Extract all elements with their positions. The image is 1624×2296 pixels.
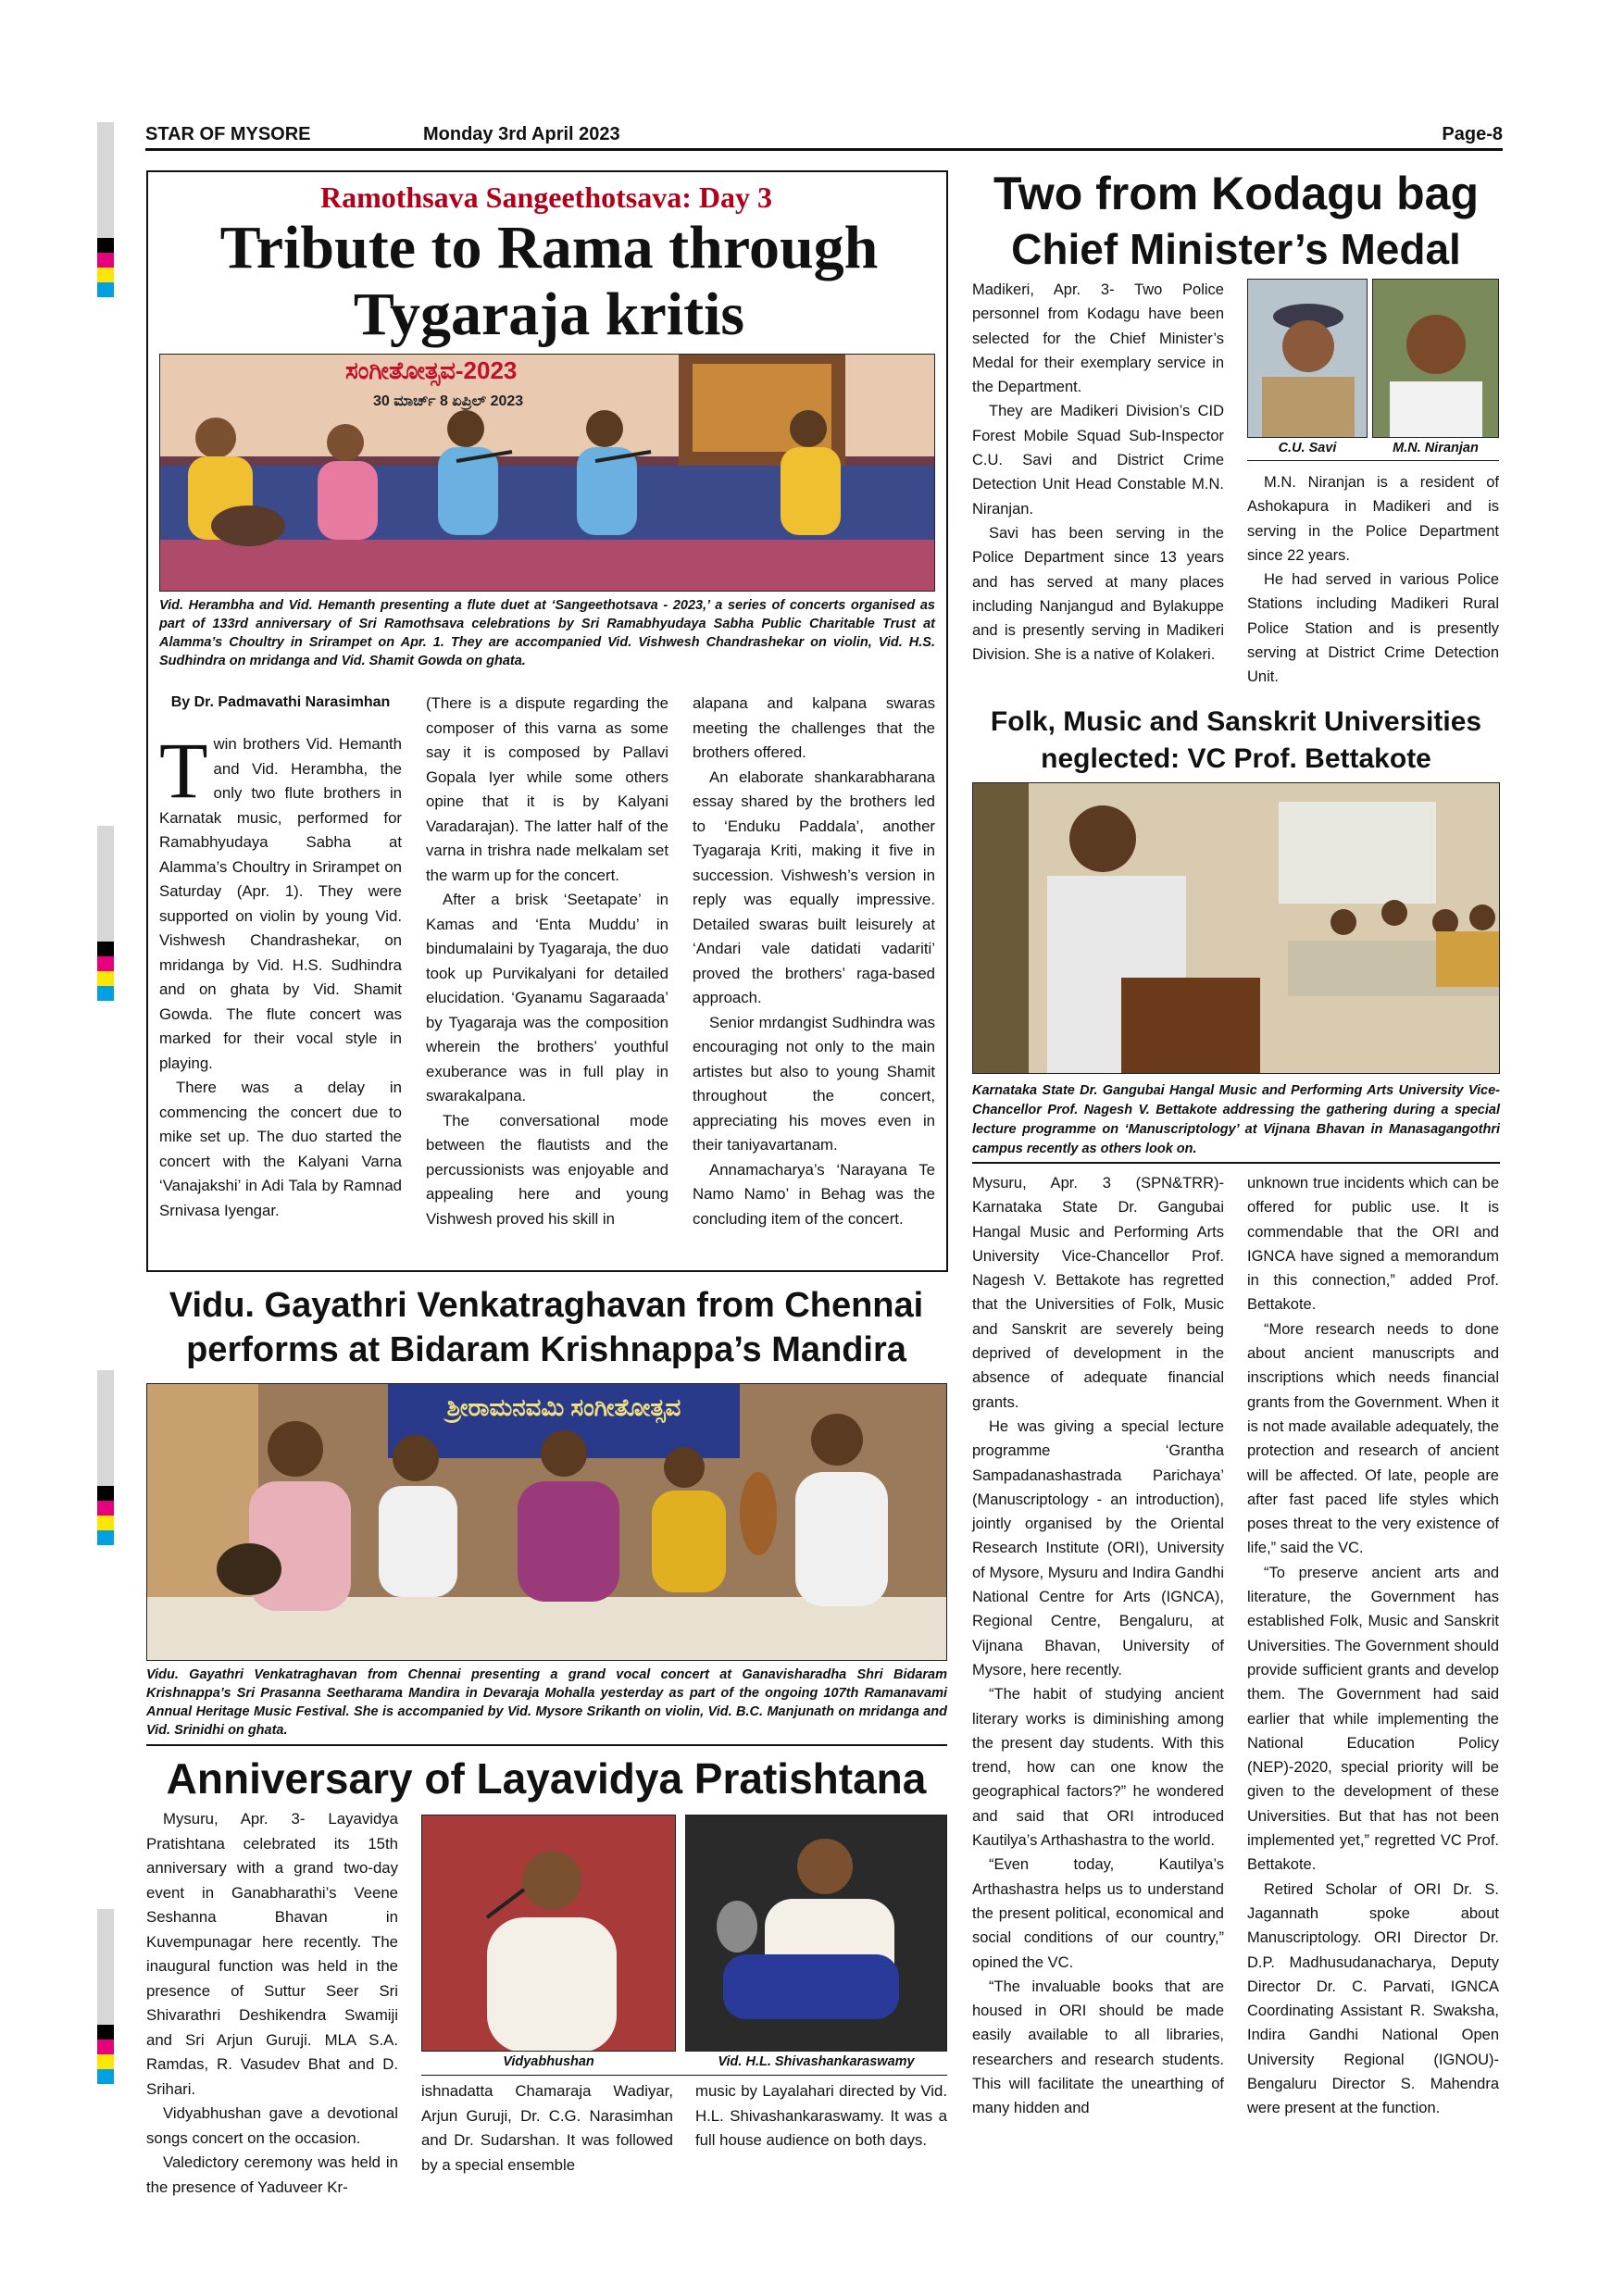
photo-flute-duet — [159, 354, 935, 592]
headline-line2: Tygaraja kritis — [353, 281, 745, 348]
folk-col2 — [1247, 1171, 1499, 2121]
a1-c3-p3: Annamacharya’s ‘Narayana Te Namo Namo’ in Behag was the concluding item of the concert. — [693, 1160, 935, 1228]
article1-col2 — [426, 692, 668, 1231]
a3-c2-p3: Retired Scholar of ORI Dr. S. Jagannath spoke about Manuscriptology. ORI Director Dr. D.P. Madhusudanacharya, Deputy Director Dr. C. Parvati, IGNCA Coordinating Assistant R. Swaksha, Indira Gandhi National Open University Regional (IGNOU)-Bengaluru Director S. Mahendra were present at the function. — [1247, 1880, 1499, 2117]
label-mn-niranjan: M.N. Niranjan — [1393, 441, 1479, 455]
kodagu-col1 — [972, 278, 1224, 668]
caption-rule — [146, 1744, 947, 1746]
a2-c2-p0: M.N. Niranjan is a resident of Ashokapura in Madikeri and is serving in the Police Department since 22 years. — [1247, 474, 1499, 564]
black-swatch — [97, 238, 114, 253]
headline-gayathri-1: Vidu. Gayathri Venkatraghavan from Chennai — [169, 1286, 924, 1325]
vocal-concert-illustration — [147, 1384, 947, 1661]
paper-name: STAR OF MYSORE — [145, 124, 311, 144]
magenta-swatch — [97, 1501, 114, 1516]
a1-c1-p0: win brothers Vid. Hemanth and Vid. Herambha, the only two flute brothers in Karnatak music, performed for Ramabhyudaya Sabha at Alamma’s Choultry in Srirampet on Saturday (Apr. 1). They were supported on violin by young Vid. Vishwesh Chandrashekar, on mridanga by Vid. H.S. Sudhindra and on ghata by Vid. Shamit Gowda. The flute concert was marked for their vocal style in playing. — [159, 735, 402, 1072]
yellow-swatch — [97, 268, 114, 282]
headline-gayathri-2: performs at Bidaram Krishnappa’s Mandira — [186, 1330, 906, 1369]
photo-vocal-concert — [146, 1383, 947, 1661]
headline-kodagu-1: Two from Kodagu bag — [993, 168, 1480, 219]
a2-c2-p1: He had served in various Police Stations including Madikeri Rural Police Station and is presently serving at District Crime Detection Unit. — [1247, 571, 1499, 686]
kodagu-col2 — [1247, 470, 1499, 690]
a1-c2-p0: (There is a dispute regarding the composer of this varna as some say it is composed by Pallavi Gopala Iyer while some others opine that it is by Kalyani Varadarajan). The latter half of the varna in trishra nade melkalam set the warm up for the concert. — [426, 694, 668, 884]
percussionist-illustration — [686, 1816, 947, 2052]
magenta-swatch — [97, 2040, 114, 2054]
byline: By Dr. Padmavathi Narasimhan — [170, 694, 391, 710]
black-swatch — [97, 1486, 114, 1501]
a1-c2-p2: The conversational mode between the flautists and the percussionists was enjoyable and appealing here and young Vishwesh proved his skill in — [426, 1111, 668, 1228]
headline-folk-2: neglected: VC Prof. Bettakote — [1041, 743, 1431, 774]
banner-date: 30 ಮಾರ್ಚ್ 8 ಏಪ್ರಿಲ್ 2023 — [373, 393, 524, 409]
a2-c1-p2: Savi has been serving in the Police Department since 13 years and has served at many places including Nanjangud and Bylakuppe and is presently serving in Madikeri Division. She is a native of Kolakeri. — [972, 524, 1224, 664]
a3-c2-p2: “To preserve ancient arts and literature, the Government has established Folk, Music and Sanskrit Universities. The Government should provide sufficient grants and develop them. The Government had said earlier that while implementing the National Education Policy (NEP)-2020, special priority will be given to the development of these Universities. But that has not been implemented yet,” regretted VC Prof. Bettakote. — [1247, 1564, 1499, 1874]
caption-rule — [972, 1162, 1500, 1164]
a3-c1-p0: Mysuru, Apr. 3 (SPN&TRR)- Karnataka State Dr. Gangubai Hangal Music and Performing Arts University Vice-Chancellor Prof. Nagesh V. Bettakote has regretted that the Universities of Folk, Music and Sanskrit are severely being deprived of development in the absence of adequate financial grants. — [972, 1175, 1224, 1411]
photo-shivashankaraswamy — [685, 1815, 947, 2052]
caption-lecture: Karnataka State Dr. Gangubai Hangal Music and Performing Arts University Vice-Chancellor Prof. Nagesh V. Bettakote addressing the gathering during a special lecture programme on ‘Manuscriptology’ at Vijnana Bhavan in Manasagangothri campus recently as others look on. — [972, 1083, 1500, 1156]
folk-col1 — [972, 1171, 1224, 2121]
a3-c1-p4: “The invaluable books that are housed in ORI should be made easily available to all libraries, researchers and research students. This will facilitate the unearthing of many hidden and — [972, 1978, 1224, 2117]
headline-kodagu-2: Chief Minister’s Medal — [1011, 225, 1461, 273]
photo-lecture — [972, 782, 1500, 1074]
officer-portrait — [1373, 280, 1499, 438]
issue-date: Monday 3rd April 2023 — [423, 124, 620, 144]
a1-c2-p1: After a brisk ‘Seetapate’ in Kamas and ‘Enta Muddu’ in bindumalaini by Tyagaraja, the duo took up Purvikalyani for detailed elucidation. ‘Gyanamu Sagaraada’ by Tyagaraja was the composition wherein the brothers’ youthful exuberance was in full play in swarakalpana. — [426, 891, 668, 1104]
gray-bar — [97, 1909, 114, 2025]
caption-rule — [1247, 460, 1499, 461]
black-swatch — [97, 2025, 114, 2040]
layavidya-col1 — [146, 1807, 398, 2200]
cyan-swatch — [97, 282, 114, 297]
a3-c1-p2: “The habit of studying ancient literary works is diminishing among the present day students. With this trend, how can one know the geographical factors?” he wondered and said that ORI introduced Kautilya’s Arthashastra to the world. — [972, 1686, 1224, 1850]
caption-vocal-concert: Vidu. Gayathri Venkatraghavan from Chennai presenting a grand vocal concert at Ganavisharadha Shri Bidaram Krishnappa’s Sri Prasanna Seetharama Mandira in Devaraja Mohalla yesterday as part of the ongoing 107th Ramanavami Annual Heritage Music Festival. She is accompanied by Vid. Mysore Srikanth on violin, Vid. B.C. Manjunath on mridanga and Vid. Srinidhi on ghata. — [146, 1667, 947, 1738]
a2-c1-p1: They are Madikeri Division’s CID Forest Mobile Squad Sub-Inspector C.U. Savi and District Crime Detection Unit Head Constable M.N. Niranjan. — [972, 403, 1224, 518]
a3-c1-p1: He was giving a special lecture programme ‘Grantha Sampadanashastrada Parichaya’ (Manuscriptology - an introduction), jointly organised by the Oriental Research Institute (ORI), University of Mysore, Mysuru and Indira Gandhi National Centre for Arts (IGNCA), Regional Centre, Bengaluru, at Vijnana Bhavan, University of Mysore, here recently. — [972, 1417, 1224, 1678]
cyan-swatch — [97, 2069, 114, 2084]
label-vidyabhushan: Vidyabhushan — [503, 2054, 594, 2069]
yellow-swatch — [97, 2054, 114, 2069]
a5-c3-p0: music by Layalahari directed by Vid. H.L. Shivashankaraswamy. It was a full house audience on both days. — [695, 2082, 947, 2149]
photo-mn-niranjan — [1372, 279, 1499, 438]
a3-c2-p1: “More research needs to done about ancient manuscripts and inscriptions which needs financial grants from the Government. When it is not made available adequately, the protection and research of ancient will be affected. Of late, people are after fast paced life styles which poses threat to the very existence of life,” said the VC. — [1247, 1320, 1499, 1557]
magenta-swatch — [97, 253, 114, 268]
banner-text: ಸಂಗೀತೋತ್ಸವ-2023 — [345, 356, 518, 384]
layavidya-col3 — [695, 2079, 947, 2153]
photo-vidyabhushan — [421, 1815, 676, 2052]
kicker: Ramothsava Sangeethotsava: Day 3 — [320, 181, 772, 214]
black-swatch — [97, 942, 114, 956]
yellow-swatch — [97, 1516, 114, 1530]
a1-c3-p1: An elaborate shankarabharana essay shared by the brothers led to ‘Enduku Paddala’, another Tyagaraja Kriti, making it five in succession. Vishwesh’s version in reply was equally impressive. Detailed swaras built leisurely at ‘Andari vale datidati vadariti’ proved the brothers’ raga-based approach. — [693, 767, 935, 1006]
gray-bar — [97, 826, 114, 942]
magenta-swatch — [97, 956, 114, 971]
lecture-illustration — [973, 783, 1500, 1074]
layavidya-col2 — [421, 2079, 673, 2177]
article1-col1 — [159, 692, 402, 1223]
a1-c3-p2: Senior mrdangist Sudhindra was encouraging not only to the main artistes but also to young Shamit throughout the concert, appreciating his moves even in their taniyavartanam. — [693, 1013, 935, 1154]
a5-c1-p2: Valedictory ceremony was held in the presence of Yaduveer Kr- — [146, 2153, 398, 2196]
article1-col3 — [693, 692, 935, 1231]
a5-c1-p1: Vidyabhushan gave a devotional songs concert on the occasion. — [146, 2104, 398, 2147]
cyan-swatch — [97, 986, 114, 1001]
page-number: Page-8 — [1442, 124, 1503, 144]
photo-cu-savi — [1247, 279, 1368, 438]
gray-bar — [97, 1370, 114, 1486]
a5-c2-p0: ishnadatta Chamaraja Wadiyar, Arjun Guruji, Dr. C.G. Narasimhan and Dr. Sudarshan. It was followed by a special ensemble — [421, 2082, 673, 2174]
label-shivashankaraswamy: Vid. H.L. Shivashankaraswamy — [718, 2054, 915, 2069]
label-cu-savi: C.U. Savi — [1278, 441, 1337, 455]
a2-c1-p0: Madikeri, Apr. 3- Two Police personnel from Kodagu have been selected for the Chief Minister’s Medal for their exemplary service in the Department. — [972, 281, 1224, 396]
a3-c2-p0: unknown true incidents which can be offered for public use. It is commendable that the ORI and IGNCA have signed a memorandum in this connection,” added Prof. Bettakote. — [1247, 1175, 1499, 1314]
header-rule — [145, 148, 1503, 151]
a3-c1-p3: “Even today, Kautilya’s Arthashastra helps us to understand the present political, economical and social conditions of our country,” opined the VC. — [972, 1856, 1224, 1971]
caption-rule — [421, 2075, 947, 2076]
singer-illustration — [422, 1816, 676, 2052]
flute-duet-illustration — [160, 355, 935, 592]
caption-flute-duet: Vid. Herambha and Vid. Hemanth presenting a flute duet at ‘Sangeethotsava - 2023,’ a series of concerts organised as part of 133rd anniversary of Sri Ramothsava celebrations by Sri Ramabhyudaya Sabha Public Charitable Trust at Alamma’s Choultry in Srirampet on Apr. 1. They are accompanied Vid. Vishwesh Chandrashekar on violin, Vid. H.S. Sudhindra on mridanga and Vid. Shamit Gowda on ghata. — [159, 598, 935, 668]
headline-layavidya: Anniversary of Layavidya Pratishtana — [166, 1754, 927, 1803]
yellow-swatch — [97, 971, 114, 986]
a5-c1-p0: Mysuru, Apr. 3- Layavidya Pratishtana celebrated its 15th anniversary with a grand two-day event in Ganabharathi’s Veene Seshanna Bhavan in Kuvempunagar here recently. The inaugural function was held in the presence of Suttur Seer Sri Shivarathri Deshikendra Swamiji and Sri Arjun Guruji. MLA S.A. Ramdas, R. Vasudev Bhat and D. Srihari. — [146, 1810, 398, 2098]
stage-banner: ಶ್ರೀರಾಮನವಮಿ ಸಂಗೀತೋತ್ಸವ — [446, 1393, 681, 1421]
a1-c3-p0: alapana and kalpana swaras meeting the challenges that the brothers offered. — [693, 694, 935, 761]
dropcap: T — [159, 726, 208, 815]
gray-bar — [97, 122, 114, 238]
cyan-swatch — [97, 1530, 114, 1545]
headline-folk-1: Folk, Music and Sanskrit Universities — [990, 706, 1482, 737]
headline-line1: Tribute to Rama through — [219, 214, 879, 281]
officer-portrait — [1248, 280, 1368, 438]
a1-c1-p1: There was a delay in commencing the concert due to mike set up. The duo started the concert with the Kalyani Varna ‘Vanajakshi’ in Adi Tala by Ramnad Srnivasa Iyengar. — [159, 1079, 402, 1219]
